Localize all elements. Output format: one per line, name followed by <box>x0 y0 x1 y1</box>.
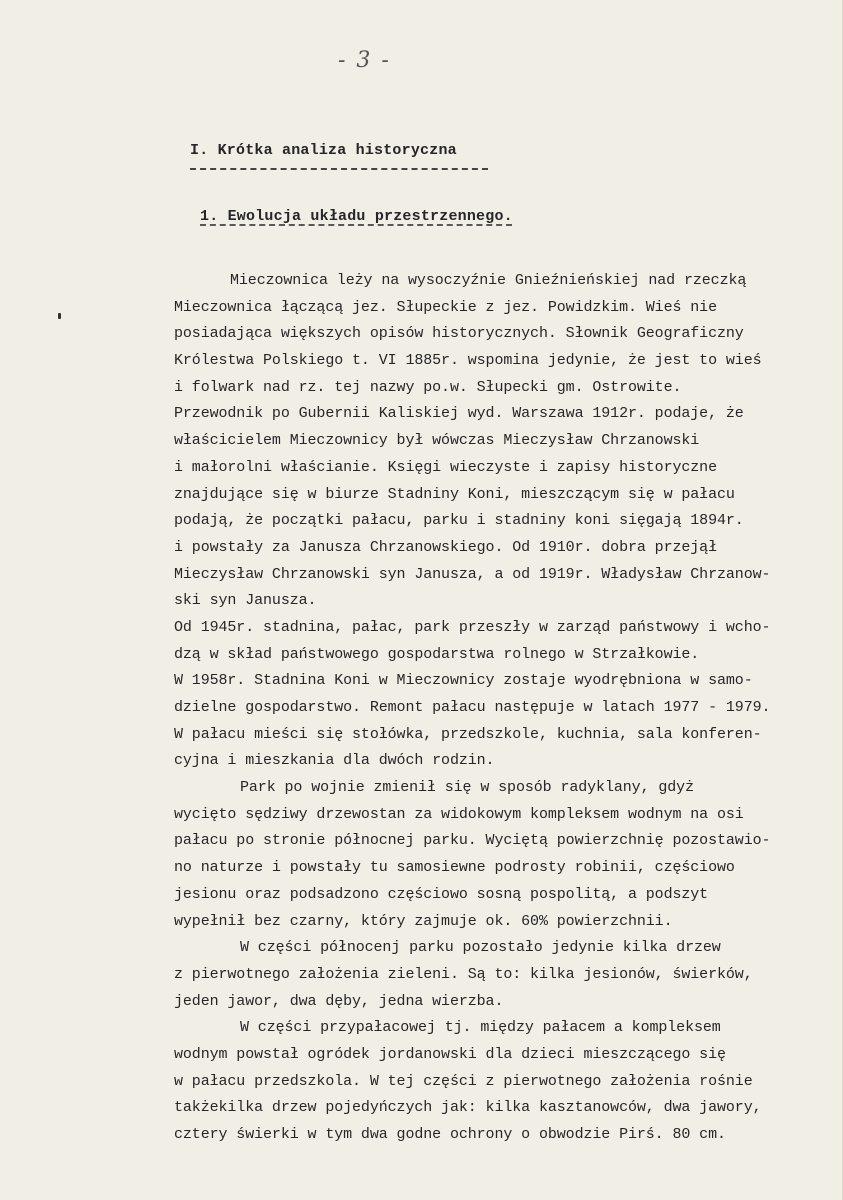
text-line: wycięto sędziwy drzewostan za widokowym kompleksem wodnym na osi <box>174 805 744 823</box>
text-line: takżekilka drzew pojedyńczych jak: kilka kasztanowców, dwa jawory, <box>174 1099 762 1117</box>
text-line: jesionu oraz podsadzono częściowo sosną pospolitą, a podszyt <box>174 885 709 903</box>
text-line: Przewodnik po Gubernii Kaliskiej wyd. Warszawa 1912r. podaje, że <box>174 405 744 423</box>
text-line: Królestwa Polskiego t. VI 1885r. wspomina jedynie, że jest to wieś <box>174 352 762 370</box>
text-line: W części północenj parku pozostało jedynie kilka drzew <box>240 939 721 957</box>
text-line: w pałacu przedszkola. W tej części z pierwotnego założenia rośnie <box>174 1072 753 1090</box>
heading-underline <box>190 168 488 170</box>
text-line: pałacu po stronie północnej parku. Wyciętą powierzchnię pozostawio- <box>174 832 771 850</box>
punch-mark <box>58 313 61 319</box>
text-line: i folwark nad rz. tej nazwy po.w. Słupecki gm. Ostrowite. <box>174 378 682 396</box>
text-line: cyjna i mieszkania dla dwóch rodzin. <box>174 752 495 770</box>
text-line: Od 1945r. stadnina, pałac, park przeszły w zarząd państwowy i wcho- <box>174 618 771 636</box>
text-line: cztery świerki w tym dwa godne ochrony o obwodzie Pirś. 80 cm. <box>174 1126 726 1143</box>
body-text <box>174 268 836 1149</box>
section-heading: I. Krótka analiza historyczna <box>190 142 457 159</box>
text-line: jeden jawor, dwa dęby, jedna wierzba. <box>174 992 504 1010</box>
text-line: z pierwotnego założenia zieleni. Są to: kilka jesionów, świerków, <box>174 965 753 983</box>
text-line: dzielne gospodarstwo. Remont pałacu następuje w latach 1977 - 1979. <box>174 699 771 716</box>
text-line: właścicielem Mieczownicy był wówczas Mieczysław Chrzanowski <box>174 432 700 450</box>
text-line: Mieczownica łączącą jez. Słupeckie z jez. Powidzkim. Wieś nie <box>174 298 717 316</box>
text-line: W 1958r. Stadnina Koni w Mieczownicy zostaje wyodrębniona w samo- <box>174 672 753 690</box>
subsection-heading: 1. Ewolucja układu przestrzennego. <box>200 208 513 225</box>
text-line: no naturze i powstały tu samosiewne podrosty robinii, częściowo <box>174 859 735 877</box>
text-line: Mieczownica leży na wysoczyźnie Gnieźnieńskiej nad rzeczką <box>230 272 747 289</box>
text-line: dzą w skład państwowego gospodarstwa rolnego w Strzałkowie. <box>174 645 700 663</box>
text-line: i powstały za Janusza Chrzanowskiego. Od 1910r. dobra przejął <box>174 538 717 556</box>
text-line: i małorolni właścianie. Księgi wieczyste i zapisy historyczne <box>174 458 717 476</box>
text-line: ski syn Janusza. <box>174 592 317 610</box>
text-line: Park po wojnie zmienił się w sposób radyklany, gdyż <box>240 779 694 797</box>
text-line: W pałacu mieści się stołówka, przedszkole, kuchnia, sala konferen- <box>174 725 762 743</box>
page-number: - 3 - <box>338 48 391 73</box>
text-line: Mieczysław Chrzanowski syn Janusza, a od 1919r. Władysław Chrzanow- <box>174 565 771 583</box>
text-line: wypełnił bez czarny, który zajmuje ok. 60% powierzchnii. <box>174 912 673 930</box>
text-line: posiadająca większych opisów historycznych. Słownik Geograficzny <box>174 325 744 343</box>
text-line: podają, że początki pałacu, parku i stadniny koni sięgają 1894r. <box>174 512 744 530</box>
text-line: znajdujące się w biurze Stadniny Koni, mieszczącym się w pałacu <box>174 485 735 503</box>
text-line: wodnym powstał ogródek jordanowski dla dzieci mieszczącego się <box>174 1045 726 1063</box>
text-line: W części przypałacowej tj. między pałacem a kompleksem <box>240 1019 721 1037</box>
